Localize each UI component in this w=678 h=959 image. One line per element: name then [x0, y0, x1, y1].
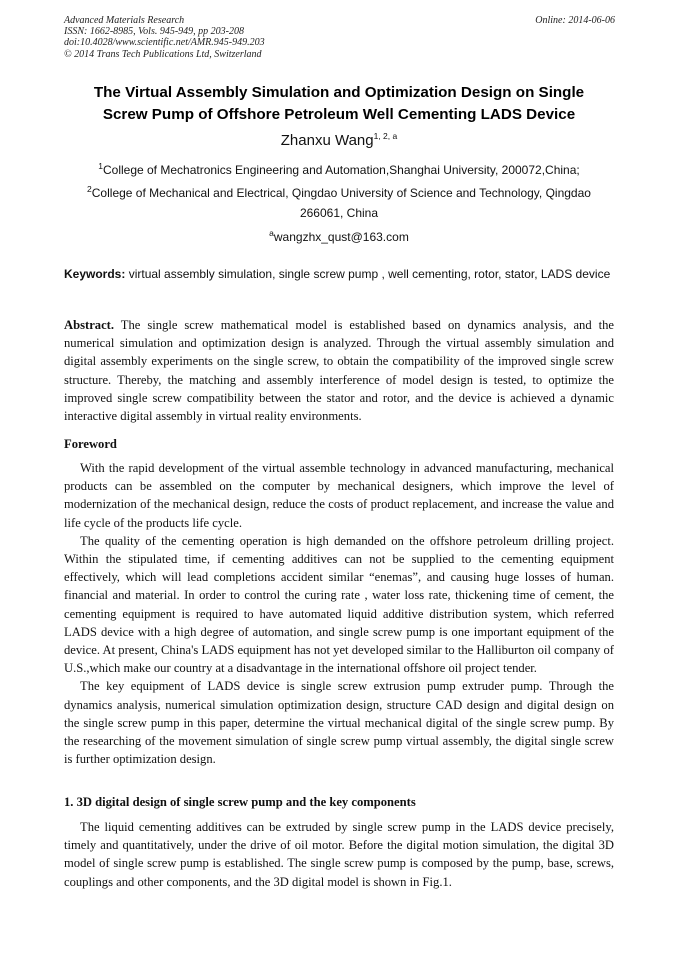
doi: doi:10.4028/www.scientific.net/AMR.945-949.203	[64, 37, 265, 49]
title-line-1: The Virtual Assembly Simulation and Optimization Design on Single	[93, 84, 585, 101]
affiliation-2	[50, 183, 628, 223]
section-1-paragraph-1: The liquid cementing additives can be extruded by single screw pump in the LADS device precisely, timely and quantitatively, under the drive of oil motor. Before the digital motion simulation, the digital 3D model of single screw pump is established. The single screw pump is composed by the pump, base, screws, couplings and other components, and the 3D digital model is shown in Fig.1.	[64, 820, 614, 889]
foreword-paragraph-3: The key equipment of LADS device is single screw extrusion pump extruder pump. Through the dynamics analysis, numerical simulation optimization design, structure CAD design and digital design on the single screw pump in this paper, determine the virtual mechanical digital of the single screw pump. By the researching of the movement simulation of single screw pump virtual assembly, the digital single screw is further optimization design.	[64, 679, 614, 767]
keywords-label: Keywords:	[64, 267, 126, 281]
author-name: Zhanxu Wang	[280, 132, 374, 149]
abstract	[64, 316, 614, 425]
journal-meta	[64, 15, 265, 60]
affiliation-1-text: College of Mechatronics Engineering and Automation,Shanghai University, 200072,China;	[102, 163, 580, 177]
section-1-body	[64, 818, 614, 891]
author	[0, 131, 678, 151]
keywords-text: virtual assembly simulation, single screw pump , well cementing, rotor, stator, LADS device	[128, 267, 611, 281]
affiliation-1-sup: 1	[98, 161, 103, 171]
section-1-heading: 1. 3D digital design of single screw pump and the key components	[64, 795, 416, 809]
title-line-2: Screw Pump of Offshore Petroleum Well Cementing LADS Device	[102, 106, 576, 123]
paper-title	[40, 82, 638, 126]
journal-name: Advanced Materials Research	[64, 15, 185, 26]
affiliation-2-line-2: 266061, China	[299, 206, 379, 220]
issn: ISSN: 1662-8985, Vols. 945-949, pp 203-208	[64, 26, 244, 38]
online-date: Online: 2014-06-06	[535, 15, 615, 26]
foreword-paragraph-1: With the rapid development of the virtual assemble technology in advanced manufacturing, mechanical products can be assembled on the computer by mechanical designers, which improve the level of modernization of the mechanical design, reduce the costs of product replacement, and increase the value and life cycle of the products life cycle.	[64, 461, 614, 530]
abstract-text: The single screw mathematical model is established based on dynamics analysis, and the numerical simulation and optimization design is analyzed. Through the virtual assembly simulation and digital assembly experiments on the single screw, to obtain the compatibility of the improved single screw structure. Thereby, the matching and assembly interference of model design is tested, to optimize the improved single screw compatibility between the stator and rotor, and the device is achieved a dynamic interactive digital assembly in virtual reality environments.	[64, 318, 614, 424]
foreword-paragraph-2: The quality of the cementing operation is high demanded on the offshore petroleum drilling project. Within the stipulated time, if cementing additives can not be supplied to the cementing equipment effectively, which will lead completions accident similar “enemas”, and causing huge losses of human. financial and material. In order to control the curing rate , water loss rate, thickening time of cement, the cementing equipment is required to have automated liquid additive distribution system, which referred LADS device with a high degree of automation, and single screw pump is one important equipment of the device. At present, China's LADS equipment has not yet developed similar to the Halliburton oil company of U.S.,which make our country at a disadvantage in the international offshore oil project tender.	[64, 533, 614, 676]
foreword-heading: Foreword	[64, 437, 117, 451]
email-address: wangzhx_qust@163.com	[273, 230, 409, 244]
author-sup: 1, 2, a	[373, 131, 398, 141]
email	[50, 227, 628, 247]
email-sup: a	[269, 228, 274, 238]
abstract-label: Abstract.	[64, 318, 115, 332]
copyright: © 2014 Trans Tech Publications Ltd, Switzerland	[64, 48, 262, 60]
affiliation-1	[50, 160, 628, 180]
foreword-body	[64, 459, 614, 768]
affiliation-2-line-1: College of Mechanical and Electrical, Qingdao University of Science and Technology, Qingdao	[91, 186, 591, 200]
affiliation-2-sup: 2	[87, 184, 92, 194]
keywords	[64, 265, 614, 284]
